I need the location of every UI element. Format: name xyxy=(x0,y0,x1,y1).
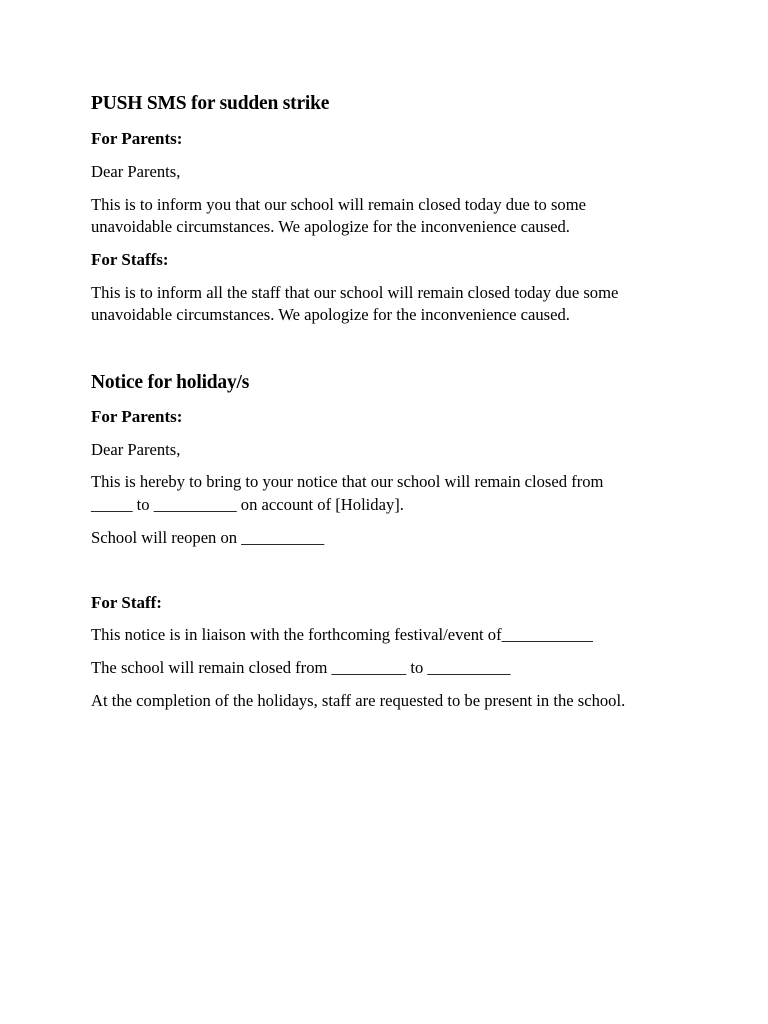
holiday-staff-closed-dates: The school will remain closed from _________ to __________ xyxy=(91,658,511,677)
strike-section-title: PUSH SMS for sudden strike xyxy=(91,93,330,114)
holiday-parents-reopen: School will reopen on __________ xyxy=(91,528,325,547)
holiday-staff-completion: At the completion of the holidays, staff are requested to be present in the school. xyxy=(91,691,626,710)
strike-staffs-message-line-2: unavoidable circumstances. We apologize for the inconvenience caused. xyxy=(91,305,570,324)
strike-parents-greeting: Dear Parents, xyxy=(91,162,181,181)
strike-parents-heading: For Parents: xyxy=(91,129,183,148)
holiday-parents-greeting: Dear Parents, xyxy=(91,440,181,459)
strike-staffs-message-line-1: This is to inform all the staff that our school will remain closed today due some xyxy=(91,283,619,302)
holiday-parents-message-line-1: This is hereby to bring to your notice that our school will remain closed from xyxy=(91,472,604,491)
holiday-parents-message-line-2: _____ to __________ on account of [Holiday]. xyxy=(91,495,404,514)
holiday-section-title: Notice for holiday/s xyxy=(91,372,250,393)
strike-parents-message-line-2: unavoidable circumstances. We apologize for the inconvenience caused. xyxy=(91,217,570,236)
holiday-staff-liaison: This notice is in liaison with the forthcoming festival/event of___________ xyxy=(91,625,593,644)
holiday-staff-heading: For Staff: xyxy=(91,593,162,612)
strike-staffs-heading: For Staffs: xyxy=(91,250,169,269)
holiday-parents-heading: For Parents: xyxy=(91,407,183,426)
strike-parents-message-line-1: This is to inform you that our school will remain closed today due to some xyxy=(91,195,586,214)
